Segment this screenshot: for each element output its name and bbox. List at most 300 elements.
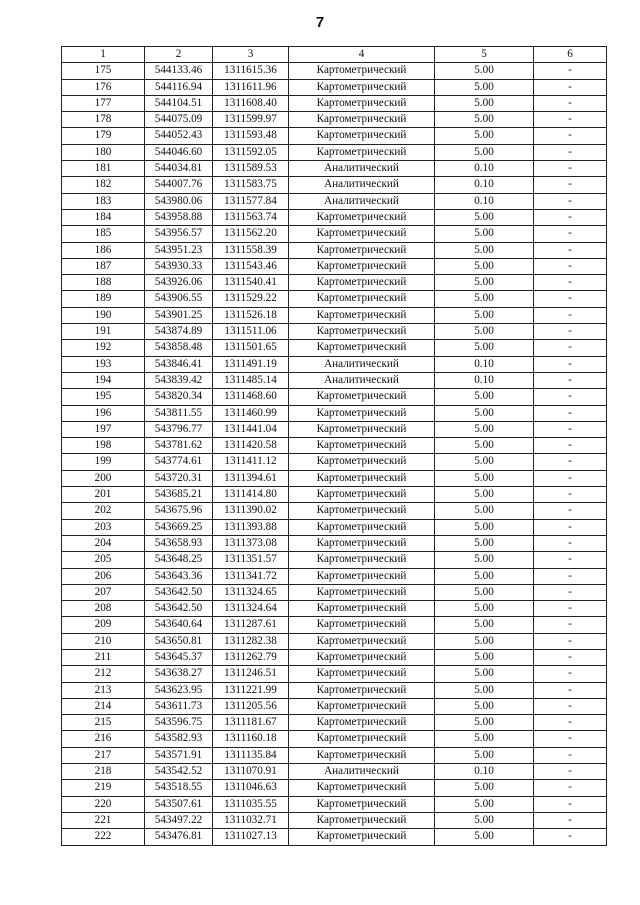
y-coordinate-cell: 1311221.99 (213, 682, 289, 698)
y-coordinate-cell: 1311324.65 (213, 584, 289, 600)
x-coordinate-cell: 543507.61 (145, 796, 213, 812)
note-cell: - (534, 340, 607, 356)
accuracy-cell: 5.00 (435, 535, 534, 551)
x-coordinate-cell: 544116.94 (145, 79, 213, 95)
point-number-cell: 183 (62, 193, 145, 209)
note-cell: - (534, 291, 607, 307)
point-number-cell: 211 (62, 649, 145, 665)
x-coordinate-cell: 543956.57 (145, 226, 213, 242)
method-cell: Картометрический (289, 421, 435, 437)
accuracy-cell: 5.00 (435, 454, 534, 470)
method-cell: Картометрический (289, 454, 435, 470)
note-cell: - (534, 649, 607, 665)
accuracy-cell: 5.00 (435, 405, 534, 421)
method-cell: Картометрический (289, 405, 435, 421)
table-row (62, 535, 607, 551)
y-coordinate-cell: 1311608.40 (213, 95, 289, 111)
point-number-cell: 216 (62, 731, 145, 747)
accuracy-cell: 0.10 (435, 356, 534, 372)
point-number-cell: 218 (62, 764, 145, 780)
table-row (62, 372, 607, 388)
table-row (62, 470, 607, 486)
table-row (62, 421, 607, 437)
note-cell: - (534, 144, 607, 160)
table-row (62, 324, 607, 340)
table-row (62, 666, 607, 682)
y-coordinate-cell: 1311529.22 (213, 291, 289, 307)
y-coordinate-cell: 1311373.08 (213, 535, 289, 551)
x-coordinate-cell: 543839.42 (145, 372, 213, 388)
table-row (62, 812, 607, 828)
note-cell: - (534, 356, 607, 372)
x-coordinate-cell: 544133.46 (145, 63, 213, 79)
point-number-cell: 181 (62, 161, 145, 177)
accuracy-cell: 5.00 (435, 796, 534, 812)
point-number-cell: 199 (62, 454, 145, 470)
y-coordinate-cell: 1311414.80 (213, 487, 289, 503)
table-row (62, 747, 607, 763)
point-number-cell: 198 (62, 438, 145, 454)
point-number-cell: 195 (62, 389, 145, 405)
x-coordinate-cell: 543874.89 (145, 324, 213, 340)
x-coordinate-cell: 543596.75 (145, 715, 213, 731)
table-row (62, 503, 607, 519)
note-cell: - (534, 812, 607, 828)
point-number-cell: 207 (62, 584, 145, 600)
y-coordinate-cell: 1311160.18 (213, 731, 289, 747)
method-cell: Картометрический (289, 715, 435, 731)
x-coordinate-cell: 543685.21 (145, 487, 213, 503)
accuracy-cell: 5.00 (435, 209, 534, 225)
point-number-cell: 212 (62, 666, 145, 682)
header-cell-4: 4 (289, 47, 435, 63)
point-number-cell: 206 (62, 568, 145, 584)
point-number-cell: 192 (62, 340, 145, 356)
point-number-cell: 204 (62, 535, 145, 551)
method-cell: Картометрический (289, 568, 435, 584)
y-coordinate-cell: 1311501.65 (213, 340, 289, 356)
method-cell: Картометрический (289, 682, 435, 698)
y-coordinate-cell: 1311070.91 (213, 764, 289, 780)
table-row (62, 95, 607, 111)
table-row (62, 617, 607, 633)
point-number-cell: 184 (62, 209, 145, 225)
point-number-cell: 190 (62, 307, 145, 323)
x-coordinate-cell: 544034.81 (145, 161, 213, 177)
table-row (62, 552, 607, 568)
table-body (62, 63, 607, 845)
accuracy-cell: 5.00 (435, 747, 534, 763)
table-row (62, 79, 607, 95)
note-cell: - (534, 275, 607, 291)
x-coordinate-cell: 543640.64 (145, 617, 213, 633)
method-cell: Картометрический (289, 275, 435, 291)
method-cell: Картометрический (289, 503, 435, 519)
y-coordinate-cell: 1311615.36 (213, 63, 289, 79)
point-number-cell: 205 (62, 552, 145, 568)
point-number-cell: 185 (62, 226, 145, 242)
y-coordinate-cell: 1311135.84 (213, 747, 289, 763)
x-coordinate-cell: 543658.93 (145, 535, 213, 551)
note-cell: - (534, 666, 607, 682)
accuracy-cell: 5.00 (435, 487, 534, 503)
point-number-cell: 179 (62, 128, 145, 144)
method-cell: Картометрический (289, 601, 435, 617)
method-cell: Картометрический (289, 258, 435, 274)
accuracy-cell: 5.00 (435, 275, 534, 291)
x-coordinate-cell: 543476.81 (145, 829, 213, 845)
table-header-row (62, 47, 607, 63)
point-number-cell: 189 (62, 291, 145, 307)
accuracy-cell: 5.00 (435, 128, 534, 144)
note-cell: - (534, 601, 607, 617)
x-coordinate-cell: 543642.50 (145, 584, 213, 600)
table-row (62, 275, 607, 291)
accuracy-cell: 0.10 (435, 764, 534, 780)
table-row (62, 438, 607, 454)
y-coordinate-cell: 1311526.18 (213, 307, 289, 323)
y-coordinate-cell: 1311411.12 (213, 454, 289, 470)
method-cell: Картометрический (289, 796, 435, 812)
x-coordinate-cell: 543642.50 (145, 601, 213, 617)
table-row (62, 161, 607, 177)
method-cell: Картометрический (289, 519, 435, 535)
accuracy-cell: 5.00 (435, 63, 534, 79)
x-coordinate-cell: 543858.48 (145, 340, 213, 356)
note-cell: - (534, 209, 607, 225)
y-coordinate-cell: 1311558.39 (213, 242, 289, 258)
method-cell: Картометрический (289, 209, 435, 225)
accuracy-cell: 5.00 (435, 519, 534, 535)
table-row (62, 242, 607, 258)
accuracy-cell: 5.00 (435, 112, 534, 128)
table-row (62, 112, 607, 128)
table-row (62, 193, 607, 209)
method-cell: Картометрический (289, 649, 435, 665)
method-cell: Картометрический (289, 291, 435, 307)
note-cell: - (534, 764, 607, 780)
note-cell: - (534, 405, 607, 421)
note-cell: - (534, 324, 607, 340)
method-cell: Картометрический (289, 829, 435, 845)
accuracy-cell: 0.10 (435, 193, 534, 209)
table-row (62, 682, 607, 698)
note-cell: - (534, 682, 607, 698)
x-coordinate-cell: 543648.25 (145, 552, 213, 568)
method-cell: Картометрический (289, 731, 435, 747)
x-coordinate-cell: 543781.62 (145, 438, 213, 454)
x-coordinate-cell: 543958.88 (145, 209, 213, 225)
y-coordinate-cell: 1311468.60 (213, 389, 289, 405)
point-number-cell: 219 (62, 780, 145, 796)
note-cell: - (534, 747, 607, 763)
accuracy-cell: 5.00 (435, 438, 534, 454)
note-cell: - (534, 226, 607, 242)
x-coordinate-cell: 544104.51 (145, 95, 213, 111)
y-coordinate-cell: 1311351.57 (213, 552, 289, 568)
table-row (62, 764, 607, 780)
method-cell: Аналитический (289, 372, 435, 388)
table-row (62, 307, 607, 323)
method-cell: Картометрический (289, 63, 435, 79)
accuracy-cell: 5.00 (435, 144, 534, 160)
note-cell: - (534, 503, 607, 519)
method-cell: Картометрический (289, 487, 435, 503)
accuracy-cell: 5.00 (435, 698, 534, 714)
header-cell-2: 2 (145, 47, 213, 63)
accuracy-cell: 5.00 (435, 291, 534, 307)
accuracy-cell: 0.10 (435, 161, 534, 177)
note-cell: - (534, 535, 607, 551)
table-row (62, 487, 607, 503)
y-coordinate-cell: 1311543.46 (213, 258, 289, 274)
accuracy-cell: 5.00 (435, 731, 534, 747)
point-number-cell: 178 (62, 112, 145, 128)
x-coordinate-cell: 543846.41 (145, 356, 213, 372)
y-coordinate-cell: 1311577.84 (213, 193, 289, 209)
x-coordinate-cell: 543645.37 (145, 649, 213, 665)
y-coordinate-cell: 1311460.99 (213, 405, 289, 421)
table-row (62, 356, 607, 372)
y-coordinate-cell: 1311599.97 (213, 112, 289, 128)
y-coordinate-cell: 1311592.05 (213, 144, 289, 160)
method-cell: Картометрический (289, 780, 435, 796)
header-cell-6: 6 (534, 47, 607, 63)
coordinates-table (61, 46, 607, 846)
y-coordinate-cell: 1311205.56 (213, 698, 289, 714)
note-cell: - (534, 421, 607, 437)
accuracy-cell: 5.00 (435, 666, 534, 682)
x-coordinate-cell: 543623.95 (145, 682, 213, 698)
method-cell: Картометрический (289, 95, 435, 111)
x-coordinate-cell: 543643.36 (145, 568, 213, 584)
accuracy-cell: 5.00 (435, 95, 534, 111)
method-cell: Картометрический (289, 128, 435, 144)
y-coordinate-cell: 1311046.63 (213, 780, 289, 796)
x-coordinate-cell: 543926.06 (145, 275, 213, 291)
note-cell: - (534, 63, 607, 79)
x-coordinate-cell: 543720.31 (145, 470, 213, 486)
note-cell: - (534, 389, 607, 405)
note-cell: - (534, 780, 607, 796)
x-coordinate-cell: 543571.91 (145, 747, 213, 763)
accuracy-cell: 5.00 (435, 503, 534, 519)
method-cell: Картометрический (289, 470, 435, 486)
method-cell: Картометрический (289, 307, 435, 323)
method-cell: Аналитический (289, 356, 435, 372)
point-number-cell: 217 (62, 747, 145, 763)
y-coordinate-cell: 1311562.20 (213, 226, 289, 242)
note-cell: - (534, 161, 607, 177)
note-cell: - (534, 698, 607, 714)
accuracy-cell: 0.10 (435, 372, 534, 388)
note-cell: - (534, 796, 607, 812)
point-number-cell: 187 (62, 258, 145, 274)
x-coordinate-cell: 543582.93 (145, 731, 213, 747)
table-row (62, 649, 607, 665)
table-row (62, 568, 607, 584)
note-cell: - (534, 454, 607, 470)
table-row (62, 144, 607, 160)
note-cell: - (534, 487, 607, 503)
note-cell: - (534, 519, 607, 535)
table-row (62, 698, 607, 714)
method-cell: Аналитический (289, 193, 435, 209)
x-coordinate-cell: 543675.96 (145, 503, 213, 519)
accuracy-cell: 5.00 (435, 340, 534, 356)
y-coordinate-cell: 1311593.48 (213, 128, 289, 144)
method-cell: Картометрический (289, 535, 435, 551)
point-number-cell: 194 (62, 372, 145, 388)
y-coordinate-cell: 1311393.88 (213, 519, 289, 535)
note-cell: - (534, 829, 607, 845)
point-number-cell: 202 (62, 503, 145, 519)
table-row (62, 63, 607, 79)
x-coordinate-cell: 543542.52 (145, 764, 213, 780)
note-cell: - (534, 242, 607, 258)
y-coordinate-cell: 1311583.75 (213, 177, 289, 193)
point-number-cell: 215 (62, 715, 145, 731)
y-coordinate-cell: 1311287.61 (213, 617, 289, 633)
note-cell: - (534, 584, 607, 600)
point-number-cell: 175 (62, 63, 145, 79)
y-coordinate-cell: 1311341.72 (213, 568, 289, 584)
page-number: 7 (315, 14, 325, 31)
table-row (62, 258, 607, 274)
y-coordinate-cell: 1311420.58 (213, 438, 289, 454)
method-cell: Картометрический (289, 144, 435, 160)
method-cell: Картометрический (289, 633, 435, 649)
note-cell: - (534, 79, 607, 95)
header-cell-5: 5 (435, 47, 534, 63)
x-coordinate-cell: 543906.55 (145, 291, 213, 307)
x-coordinate-cell: 543638.27 (145, 666, 213, 682)
accuracy-cell: 0.10 (435, 177, 534, 193)
table-row (62, 715, 607, 731)
point-number-cell: 221 (62, 812, 145, 828)
accuracy-cell: 5.00 (435, 601, 534, 617)
method-cell: Картометрический (289, 324, 435, 340)
note-cell: - (534, 95, 607, 111)
table-row (62, 291, 607, 307)
point-number-cell: 176 (62, 79, 145, 95)
y-coordinate-cell: 1311540.41 (213, 275, 289, 291)
note-cell: - (534, 307, 607, 323)
x-coordinate-cell: 543497.22 (145, 812, 213, 828)
table-row (62, 584, 607, 600)
table-row (62, 633, 607, 649)
y-coordinate-cell: 1311441.04 (213, 421, 289, 437)
accuracy-cell: 5.00 (435, 307, 534, 323)
note-cell: - (534, 258, 607, 274)
accuracy-cell: 5.00 (435, 242, 534, 258)
method-cell: Картометрический (289, 112, 435, 128)
point-number-cell: 182 (62, 177, 145, 193)
note-cell: - (534, 715, 607, 731)
point-number-cell: 210 (62, 633, 145, 649)
accuracy-cell: 5.00 (435, 829, 534, 845)
y-coordinate-cell: 1311027.13 (213, 829, 289, 845)
y-coordinate-cell: 1311390.02 (213, 503, 289, 519)
x-coordinate-cell: 544052.43 (145, 128, 213, 144)
table-row (62, 829, 607, 845)
method-cell: Картометрический (289, 340, 435, 356)
accuracy-cell: 5.00 (435, 617, 534, 633)
accuracy-cell: 5.00 (435, 715, 534, 731)
method-cell: Картометрический (289, 698, 435, 714)
y-coordinate-cell: 1311246.51 (213, 666, 289, 682)
x-coordinate-cell: 543518.55 (145, 780, 213, 796)
table-row (62, 389, 607, 405)
table-row (62, 601, 607, 617)
table-row (62, 519, 607, 535)
accuracy-cell: 5.00 (435, 780, 534, 796)
method-cell: Картометрический (289, 79, 435, 95)
y-coordinate-cell: 1311511.06 (213, 324, 289, 340)
y-coordinate-cell: 1311181.67 (213, 715, 289, 731)
accuracy-cell: 5.00 (435, 812, 534, 828)
method-cell: Картометрический (289, 552, 435, 568)
point-number-cell: 188 (62, 275, 145, 291)
point-number-cell: 191 (62, 324, 145, 340)
point-number-cell: 186 (62, 242, 145, 258)
note-cell: - (534, 731, 607, 747)
accuracy-cell: 5.00 (435, 649, 534, 665)
x-coordinate-cell: 543650.81 (145, 633, 213, 649)
accuracy-cell: 5.00 (435, 258, 534, 274)
point-number-cell: 222 (62, 829, 145, 845)
accuracy-cell: 5.00 (435, 79, 534, 95)
method-cell: Картометрический (289, 242, 435, 258)
x-coordinate-cell: 543930.33 (145, 258, 213, 274)
note-cell: - (534, 470, 607, 486)
note-cell: - (534, 633, 607, 649)
point-number-cell: 180 (62, 144, 145, 160)
accuracy-cell: 5.00 (435, 682, 534, 698)
x-coordinate-cell: 544075.09 (145, 112, 213, 128)
point-number-cell: 177 (62, 95, 145, 111)
point-number-cell: 220 (62, 796, 145, 812)
accuracy-cell: 5.00 (435, 470, 534, 486)
x-coordinate-cell: 543980.06 (145, 193, 213, 209)
note-cell: - (534, 568, 607, 584)
point-number-cell: 213 (62, 682, 145, 698)
x-coordinate-cell: 544007.76 (145, 177, 213, 193)
note-cell: - (534, 128, 607, 144)
note-cell: - (534, 372, 607, 388)
accuracy-cell: 5.00 (435, 584, 534, 600)
point-number-cell: 203 (62, 519, 145, 535)
accuracy-cell: 5.00 (435, 324, 534, 340)
y-coordinate-cell: 1311611.96 (213, 79, 289, 95)
accuracy-cell: 5.00 (435, 568, 534, 584)
method-cell: Картометрический (289, 666, 435, 682)
y-coordinate-cell: 1311485.14 (213, 372, 289, 388)
y-coordinate-cell: 1311262.79 (213, 649, 289, 665)
x-coordinate-cell: 543611.73 (145, 698, 213, 714)
y-coordinate-cell: 1311032.71 (213, 812, 289, 828)
table-row (62, 731, 607, 747)
method-cell: Картометрический (289, 389, 435, 405)
method-cell: Картометрический (289, 584, 435, 600)
method-cell: Картометрический (289, 226, 435, 242)
accuracy-cell: 5.00 (435, 552, 534, 568)
note-cell: - (534, 617, 607, 633)
y-coordinate-cell: 1311035.55 (213, 796, 289, 812)
point-number-cell: 197 (62, 421, 145, 437)
accuracy-cell: 5.00 (435, 226, 534, 242)
method-cell: Картометрический (289, 617, 435, 633)
